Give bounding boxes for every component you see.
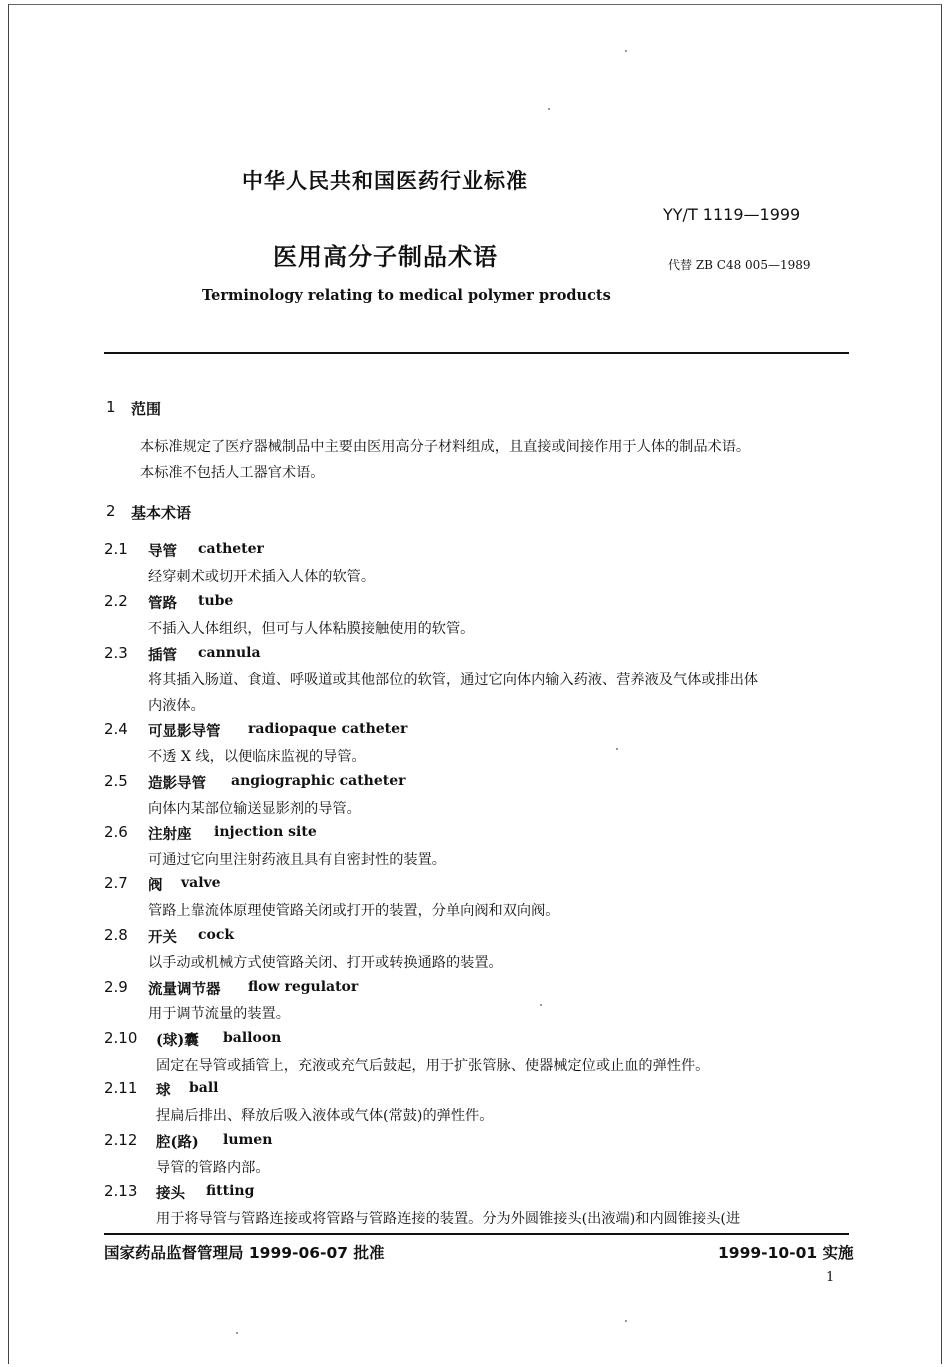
term-definition: 可通过它向里注射药液且具有自密封性的装置。: [148, 852, 446, 868]
term-chinese: 注射座: [148, 826, 192, 843]
term-definition: 管路上靠流体原理使管路关闭或打开的装置，分单向阀和双向阀。: [148, 903, 560, 919]
term-chinese: 造影导管: [148, 775, 206, 792]
term-english: cock: [198, 927, 235, 943]
term-english: angiographic catheter: [231, 773, 406, 789]
term-chinese: 阀: [148, 877, 163, 894]
term-number: 2.8: [104, 926, 128, 944]
term-number: 2.4: [104, 720, 128, 738]
term-english: flow regulator: [248, 979, 359, 995]
term-number: 2.1: [104, 540, 128, 558]
header-rule: [104, 352, 849, 354]
term-chinese: 开关: [148, 929, 177, 946]
section-1-number: 1: [106, 398, 116, 416]
term-definition: 导管的管路内部。: [156, 1160, 270, 1176]
term-number: 2.6: [104, 823, 128, 841]
term-english: radiopaque catheter: [248, 721, 408, 737]
term-chinese: 插管: [148, 647, 177, 664]
term-number: 2.12: [104, 1131, 138, 1149]
scan-speck: [625, 50, 627, 52]
term-definition-continued: 内液体。: [148, 698, 205, 714]
scan-speck: [548, 108, 550, 110]
term-number: 2.9: [104, 978, 128, 996]
term-chinese: 流量调节器: [148, 981, 221, 998]
term-definition: 不透 X 线，以便临床监视的导管。: [148, 749, 366, 765]
document-title: 医用高分子制品术语: [273, 243, 498, 271]
term-english: lumen: [223, 1132, 273, 1148]
section-2-number: 2: [106, 502, 116, 520]
term-number: 2.11: [104, 1079, 138, 1097]
term-number: 2.10: [104, 1029, 138, 1047]
replaces-note: 代替 ZB C48 005—1989: [668, 258, 811, 272]
term-chinese: 球: [156, 1082, 171, 1099]
approval-note: 国家药品监督管理局 1999-06-07 批准: [104, 1244, 385, 1262]
term-number: 2.2: [104, 592, 128, 610]
term-definition: 将其插入肠道、食道、呼吸道或其他部位的软管，通过它向体内输入药液、营养液及气体或排出体: [148, 672, 759, 688]
term-definition: 用于将导管与管路连接或将管路与管路连接的装置。分为外圆锥接头(出液端)和内圆锥接头(进: [156, 1211, 741, 1227]
term-chinese: 导管: [148, 543, 177, 560]
term-definition: 以手动或机械方式使管路关闭、打开或转换通路的装置。: [148, 955, 503, 971]
scan-speck: [540, 1004, 542, 1006]
standard-category-title: 中华人民共和国医药行业标准: [242, 169, 528, 193]
term-definition: 向体内某部位输送显影剂的导管。: [148, 801, 361, 817]
term-english: injection site: [214, 824, 317, 840]
term-english: tube: [198, 593, 234, 609]
section-2-title: 基本术语: [131, 504, 192, 522]
term-chinese: 可显影导管: [148, 723, 221, 740]
term-english: valve: [181, 875, 221, 891]
term-number: 2.3: [104, 644, 128, 662]
term-definition: 用于调节流量的装置。: [148, 1006, 290, 1022]
term-chinese: 管路: [148, 595, 177, 612]
term-definition: 不插入人体组织，但可与人体粘膜接触使用的软管。: [148, 621, 475, 637]
term-definition: 固定在导管或插管上，充液或充气后鼓起，用于扩张管脉、使器械定位或止血的弹性件。: [156, 1058, 710, 1074]
term-chinese: (球)囊: [156, 1032, 199, 1049]
english-title: Terminology relating to medical polymer products: [202, 287, 611, 304]
standard-number: YY/T 1119—1999: [663, 205, 801, 224]
term-english: fitting: [206, 1183, 255, 1199]
term-number: 2.13: [104, 1182, 138, 1200]
term-english: ball: [189, 1080, 219, 1096]
term-english: catheter: [198, 541, 264, 557]
footer-rule: [104, 1233, 849, 1235]
term-chinese: 腔(路): [156, 1134, 199, 1151]
term-definition: 经穿刺术或切开术插入人体的软管。: [148, 569, 376, 585]
term-number: 2.7: [104, 874, 128, 892]
term-english: cannula: [198, 645, 261, 661]
section-1-line-1: 本标准规定了医疗器械制品中主要由医用高分子材料组成，且直接或间接作用于人体的制品术语。: [140, 439, 751, 455]
scan-speck: [236, 1332, 238, 1334]
scan-speck: [616, 748, 618, 750]
section-1-title: 范围: [131, 400, 162, 418]
effective-date: 1999-10-01 实施: [718, 1244, 854, 1262]
term-chinese: 接头: [156, 1185, 185, 1202]
section-1-line-2: 本标准不包括人工器官术语。: [140, 465, 325, 481]
term-definition: 捏扁后排出、释放后吸入液体或气体(常鼓)的弹性件。: [156, 1108, 494, 1124]
term-english: balloon: [223, 1030, 282, 1046]
scan-speck: [625, 1320, 627, 1322]
page-number: 1: [826, 1270, 835, 1285]
term-number: 2.5: [104, 772, 128, 790]
